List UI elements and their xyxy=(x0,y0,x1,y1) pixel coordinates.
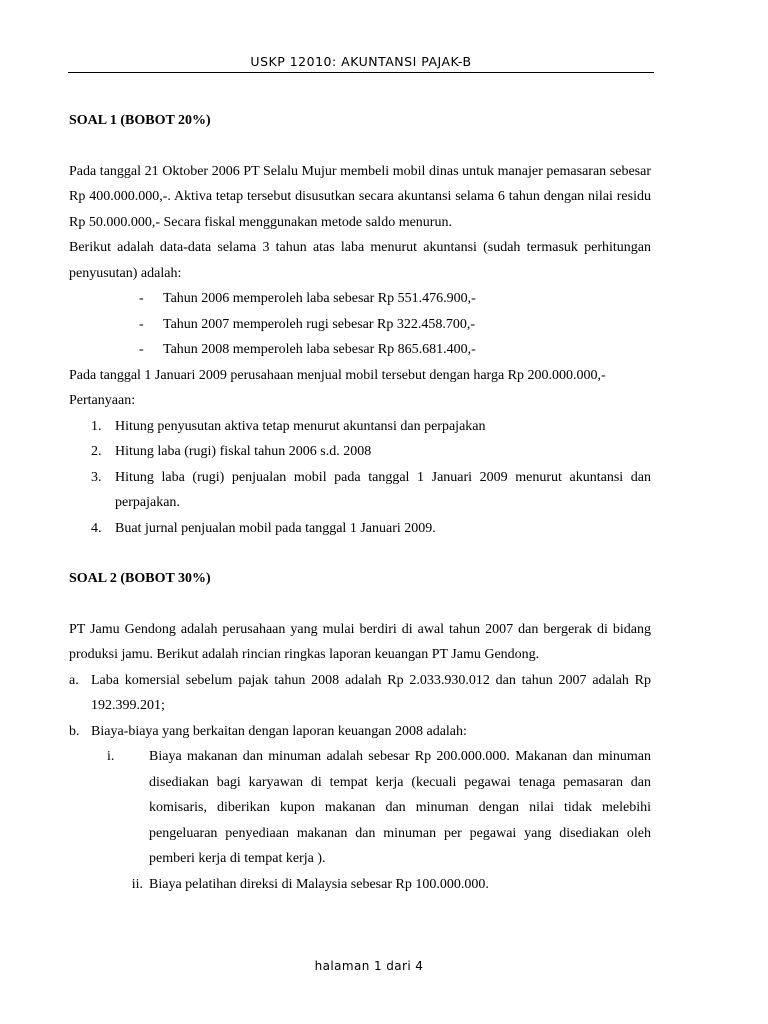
header-divider xyxy=(68,72,654,73)
list-item: - Tahun 2008 memperoleh laba sebesar Rp 865.681.400,- xyxy=(139,342,476,357)
soal2-intro: PT Jamu Gendong adalah perusahaan yang mulai berdiri di awal tahun 2007 dan bergerak di bidang produksi jamu. Berikut adalah rincian ringkas laporan keuangan PT Jamu Gendong. xyxy=(69,621,651,662)
soal2-heading: SOAL 2 (BOBOT 30%) xyxy=(69,571,211,586)
list-item: - Tahun 2007 memperoleh rugi sebesar Rp 322.458.700,- xyxy=(139,316,476,332)
list-item: 1. Hitung penyusutan aktiva tetap menurut akuntansi dan perpajakan xyxy=(91,418,486,434)
page-header-title: USKP 12010: AKUNTANSI PAJAK-B xyxy=(250,54,472,69)
list-item: 3. Hitung laba (rugi) penjualan mobil pada tanggal 1 Januari 2009 menurut akuntansi dan perpajakan. xyxy=(91,469,651,510)
list-item: b. Biaya-biaya yang berkaitan dengan laporan keuangan 2008 adalah: i. Biaya makanan dan minuman adalah sebesar Rp 200.000.000. Makanan dan minuman disediakan bagi karyawan di tempat kerja (kecuali pegawai tenaga pemasaran dan komisaris, diberikan kupon makanan dan minuman dengan nilai tidak melebihi pengeluaran penyediaan makanan dan minuman per pegawai yang disediakan oleh pemberi kerja di tempat kerja ). ii. Biaya pelatihan direksi di Malaysia sebesar Rp 100.000.000. xyxy=(69,719,651,898)
soal1-questions-label: Pertanyaan: xyxy=(69,393,136,408)
soal1-sale-text: Pada tanggal 1 Januari 2009 perusahaan menjual mobil tersebut dengan harga Rp 200.000.000,- xyxy=(69,367,606,383)
list-item: i. Biaya makanan dan minuman adalah sebesar Rp 200.000.000. Makanan dan minuman disediakan bagi karyawan di tempat kerja (kecuali pegawai tenaga pemasaran dan komisaris, diberikan kupon makanan dan minuman dengan nilai tidak melebihi pengeluaran penyediaan makanan dan minuman per pegawai yang disediakan oleh pemberi kerja di tempat kerja ). xyxy=(107,749,651,866)
list-item: a. Laba komersial sebelum pajak tahun 2008 adalah Rp 2.033.930.012 dan tahun 2007 adalah Rp 192.399.201; xyxy=(69,672,651,713)
soal2-items xyxy=(69,668,651,898)
list-item: 4. Buat jurnal penjualan mobil pada tanggal 1 Januari 2009. xyxy=(91,520,436,536)
document-body xyxy=(69,108,651,897)
page-footer-number: halaman 1 dari 4 xyxy=(314,959,424,973)
soal1-heading: SOAL 1 (BOBOT 20%) xyxy=(69,113,211,128)
list-item: 2. Hitung laba (rugi) fiskal tahun 2006 s.d. 2008 xyxy=(91,444,372,459)
soal2-cost-list xyxy=(91,744,651,897)
soal1-intro: Pada tanggal 21 Oktober 2006 PT Selalu Mujur membeli mobil dinas untuk manajer pemasaran sebesar Rp 400.000.000,-. Aktiva tetap tersebut disusutkan secara akuntansi selama 6 tahun dengan nilai residu Rp 50.000.000,- Secara fiskal menggunakan metode saldo menurun. xyxy=(69,163,651,230)
soal1-data-intro: Berikut adalah data-data selama 3 tahun atas laba menurut akuntansi (sudah termasuk perhitungan penyusutan) adalah: xyxy=(69,240,651,281)
soal1-questions xyxy=(69,414,651,542)
list-item: - Tahun 2006 memperoleh laba sebesar Rp 551.476.900,- xyxy=(139,291,476,306)
soal1-data-list xyxy=(69,286,651,363)
list-item: ii. Biaya pelatihan direksi di Malaysia sebesar Rp 100.000.000. xyxy=(131,876,489,892)
